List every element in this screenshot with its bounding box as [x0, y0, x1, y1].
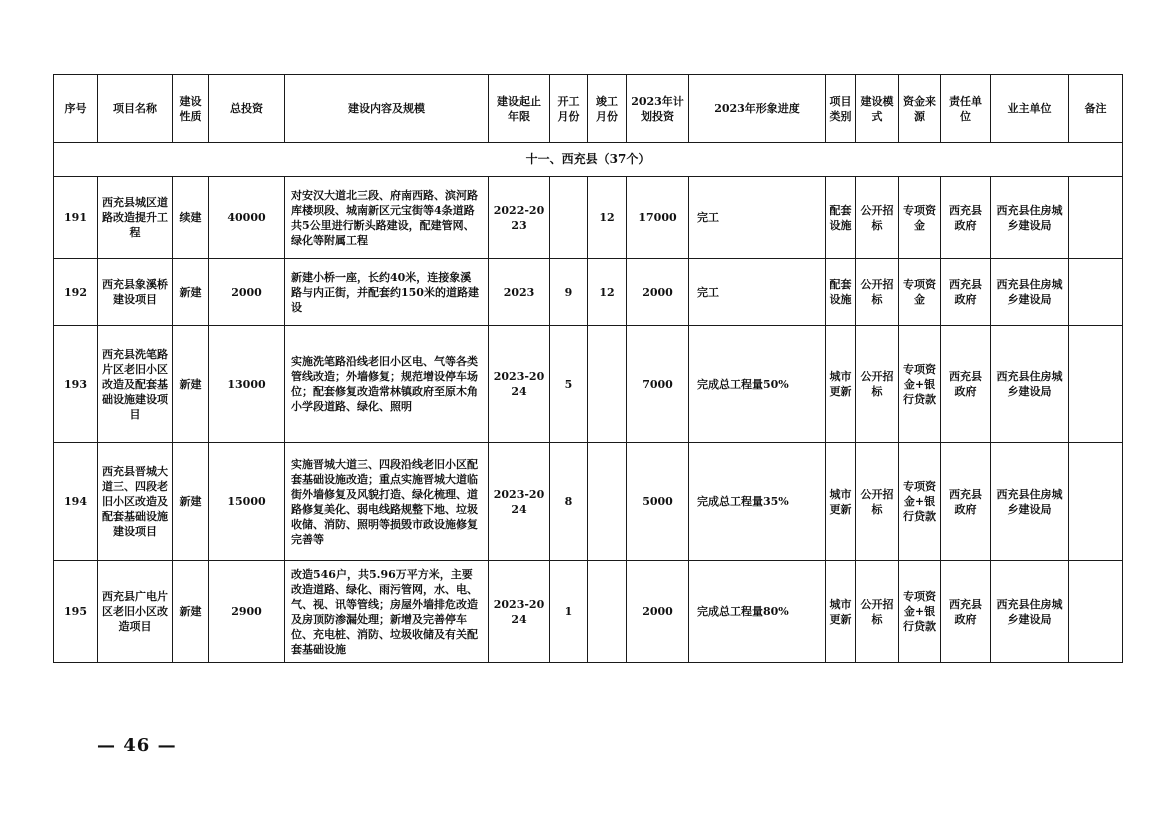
header-owner: 业主单位 — [991, 75, 1069, 143]
header-remark: 备注 — [1069, 75, 1123, 143]
owner-unit: 西充县住房城乡建设局 — [991, 561, 1069, 663]
page-number: — 46 — — [97, 735, 177, 756]
start-month: 5 — [550, 326, 588, 443]
responsible-unit: 西充县政府 — [941, 177, 991, 259]
owner-unit: 西充县住房城乡建设局 — [991, 177, 1069, 259]
construction-content: 实施洗笔路沿线老旧小区电、气等各类管线改造；外墙修复；规范增设停车场位；配套修复改造常林镇政府至原木角小学段道路、绿化、照明 — [285, 326, 489, 443]
end-month: 12 — [588, 259, 627, 326]
header-category: 项目类别 — [826, 75, 856, 143]
project-category: 配套设施 — [826, 259, 856, 326]
progress-2023: 完成总工程量50% — [689, 326, 826, 443]
header-start-month: 开工月份 — [550, 75, 588, 143]
end-month — [588, 561, 627, 663]
table-body — [54, 75, 1123, 663]
progress-2023: 完工 — [689, 177, 826, 259]
construction-content: 实施晋城大道三、四段沿线老旧小区配套基础设施改造；重点实施晋城大道临街外墙修复及风貌打造、绿化梳理、道路修复美化、弱电线路规整下地、垃圾收储、消防、照明等损毁市政设施修复完善等 — [285, 443, 489, 561]
total-investment: 15000 — [209, 443, 285, 561]
start-month: 9 — [550, 259, 588, 326]
project-category: 配套设施 — [826, 177, 856, 259]
owner-unit: 西充县住房城乡建设局 — [991, 259, 1069, 326]
progress-2023: 完成总工程量80% — [689, 561, 826, 663]
responsible-unit: 西充县政府 — [941, 443, 991, 561]
row-no: 194 — [54, 443, 98, 561]
owner-unit: 西充县住房城乡建设局 — [991, 443, 1069, 561]
start-month — [550, 177, 588, 259]
progress-2023: 完成总工程量35% — [689, 443, 826, 561]
project-category: 城市更新 — [826, 326, 856, 443]
remark — [1069, 561, 1123, 663]
row-no: 191 — [54, 177, 98, 259]
project-category: 城市更新 — [826, 443, 856, 561]
header-no: 序号 — [54, 75, 98, 143]
build-period: 2023-2024 — [489, 443, 550, 561]
remark — [1069, 259, 1123, 326]
table-row — [54, 259, 1123, 326]
header-nature: 建设性质 — [173, 75, 209, 143]
start-month: 1 — [550, 561, 588, 663]
build-period: 2023-2024 — [489, 326, 550, 443]
row-no: 192 — [54, 259, 98, 326]
build-nature: 续建 — [173, 177, 209, 259]
header-total: 总投资 — [209, 75, 285, 143]
project-name: 西充县洗笔路片区老旧小区改造及配套基础设施建设项目 — [98, 326, 173, 443]
remark — [1069, 443, 1123, 561]
build-period: 2023-2024 — [489, 561, 550, 663]
total-investment: 40000 — [209, 177, 285, 259]
header-fund: 资金来源 — [899, 75, 941, 143]
fund-source: 专项资金 — [899, 259, 941, 326]
construction-content: 对安汉大道北三段、府南西路、滨河路库楼坝段、城南新区元宝街等4条道路共5公里进行断头路建设，配建管网、绿化等附属工程 — [285, 177, 489, 259]
project-name: 西充县晋城大道三、四段老旧小区改造及配套基础设施建设项目 — [98, 443, 173, 561]
fund-source: 专项资金+银行贷款 — [899, 326, 941, 443]
end-month: 12 — [588, 177, 627, 259]
header-content: 建设内容及规模 — [285, 75, 489, 143]
section-title: 十一、西充县（37个） — [54, 143, 1123, 177]
table-row — [54, 177, 1123, 259]
remark — [1069, 177, 1123, 259]
build-nature: 新建 — [173, 561, 209, 663]
project-table — [53, 74, 1123, 663]
build-nature: 新建 — [173, 259, 209, 326]
build-mode: 公开招标 — [856, 561, 899, 663]
header-progress: 2023年形象进度 — [689, 75, 826, 143]
remark — [1069, 326, 1123, 443]
row-no: 195 — [54, 561, 98, 663]
section-row — [54, 143, 1123, 177]
header-name: 项目名称 — [98, 75, 173, 143]
build-period: 2022-2023 — [489, 177, 550, 259]
end-month — [588, 443, 627, 561]
build-mode: 公开招标 — [856, 259, 899, 326]
build-nature: 新建 — [173, 326, 209, 443]
plan-2023-investment: 2000 — [627, 561, 689, 663]
table-row — [54, 326, 1123, 443]
build-mode: 公开招标 — [856, 443, 899, 561]
plan-2023-investment: 17000 — [627, 177, 689, 259]
responsible-unit: 西充县政府 — [941, 561, 991, 663]
total-investment: 13000 — [209, 326, 285, 443]
build-mode: 公开招标 — [856, 177, 899, 259]
header-plan2023: 2023年计划投资 — [627, 75, 689, 143]
fund-source: 专项资金 — [899, 177, 941, 259]
construction-content: 改造546户，共5.96万平方米，主要改造道路、绿化、雨污管网，水、电、气、视、讯等管线；房屋外墙排危改造及房顶防渗漏处理；新增及完善停车位、充电桩、消防、垃圾收储及有关配套基础设施 — [285, 561, 489, 663]
total-investment: 2000 — [209, 259, 285, 326]
table-row — [54, 443, 1123, 561]
header-resp: 责任单位 — [941, 75, 991, 143]
plan-2023-investment: 2000 — [627, 259, 689, 326]
project-name: 西充县城区道路改造提升工程 — [98, 177, 173, 259]
project-category: 城市更新 — [826, 561, 856, 663]
header-end-month: 竣工月份 — [588, 75, 627, 143]
build-period: 2023 — [489, 259, 550, 326]
plan-2023-investment: 7000 — [627, 326, 689, 443]
build-mode: 公开招标 — [856, 326, 899, 443]
responsible-unit: 西充县政府 — [941, 259, 991, 326]
fund-source: 专项资金+银行贷款 — [899, 443, 941, 561]
row-no: 193 — [54, 326, 98, 443]
table-row — [54, 561, 1123, 663]
total-investment: 2900 — [209, 561, 285, 663]
plan-2023-investment: 5000 — [627, 443, 689, 561]
fund-source: 专项资金+银行贷款 — [899, 561, 941, 663]
start-month: 8 — [550, 443, 588, 561]
progress-2023: 完工 — [689, 259, 826, 326]
responsible-unit: 西充县政府 — [941, 326, 991, 443]
owner-unit: 西充县住房城乡建设局 — [991, 326, 1069, 443]
header-row — [54, 75, 1123, 143]
header-period: 建设起止年限 — [489, 75, 550, 143]
build-nature: 新建 — [173, 443, 209, 561]
construction-content: 新建小桥一座，长约40米，连接象溪路与内正街，并配套约150米的道路建设 — [285, 259, 489, 326]
end-month — [588, 326, 627, 443]
header-mode: 建设模式 — [856, 75, 899, 143]
project-name: 西充县象溪桥建设项目 — [98, 259, 173, 326]
project-name: 西充县广电片区老旧小区改造项目 — [98, 561, 173, 663]
